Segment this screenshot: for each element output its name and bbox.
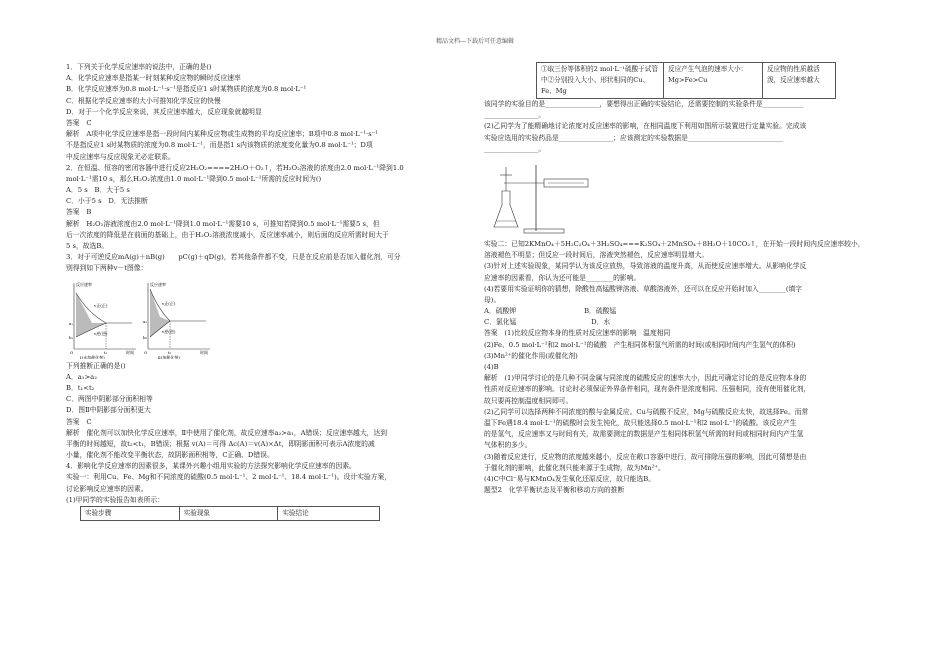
text-line: A．5 s B．大于5 s: [66, 186, 130, 195]
g1-b: b₁: [69, 334, 74, 340]
text-line: 题型2 化学平衡状态及平衡和移动方向的推断: [484, 486, 625, 495]
text-line: 温下Fe遇18.4 mol·L⁻¹的硫酸时会发生钝化，故只能选择0.5 mol·L⁻¹和2 mol·L⁻¹的硫酸。该反应产生: [484, 418, 797, 427]
g1-vfwd: v正(正): [94, 302, 108, 308]
td-step: ①取三份等体积的2 mol·L⁻¹硫酸于试管中②分别投入大小、形状相同的Cu、Fe、Mg: [537, 63, 664, 99]
text-line: 性质对反应速率的影响。讨论时必须保证外界条件相同，现有条件是浓度相同、压强相同，没有使用催化剂，: [484, 385, 811, 394]
text-line: 母)。: [484, 295, 501, 304]
text-line: 答案 C: [66, 417, 92, 426]
text-line: (2)Fe、0.5 mol·L⁻¹和2 mol·L⁻¹的硫酸 产生相同体积氢气所需的时间(或相同时间内产生氢气的体积): [484, 340, 796, 349]
text-line: 溶液褪色不明显；但反应一段时间后，溶液突然褪色，反应速率明显增大。: [484, 251, 709, 260]
text-line: (4)B: [484, 363, 499, 371]
g2-vrev: v逆(逆): [162, 328, 176, 334]
text-line: 讨论影响反应速率的因素。: [66, 484, 148, 493]
text-line: 解析 A项中化学反应速率是指一段时间内某种反应物或生成物的平均反应速率；B项中0.8 mol·L⁻¹·s⁻¹: [66, 130, 379, 139]
text-line: 小量，催化剂不能改变平衡状态，故阴影面积相等，C正确、D错误。: [66, 451, 274, 460]
text-line: 气体积的多少。: [484, 441, 532, 450]
text-line: 应速率的因素看，你认为还可能是________的影响。: [484, 273, 641, 282]
text-line: 答案 (1)比较反应物本身的性质对反应速率的影响 温度相同: [484, 329, 671, 338]
text-line: 解析 催化剂可以加快化学反应速率，Ⅱ中使用了催化剂，故反应速率a₂>a₁，A错误；反应速率越大，达到: [66, 428, 388, 437]
g1-x: 时间: [126, 349, 134, 355]
text-line: (2)乙同学为了能精确地讨论浓度对反应速率的影响，在相同温度下利用如图所示装置进行定量实验。完成该: [484, 122, 807, 131]
g1-o: O: [70, 349, 74, 355]
text-line: 实验应选用的实验药品是________________；应该测定的实验数据是____________________________: [484, 133, 784, 142]
report-table-body: [536, 62, 836, 99]
page-header: 精品文档---下载后可任意编辑: [435, 38, 515, 45]
text-line: 解析 (1)甲同学讨论的是几种不同金属与同浓度的硫酸反应的速率大小，因此可确定讨论的是反应物本身的: [484, 374, 807, 383]
text-line: C．根据化学反应速率的大小可推知化学反应的快慢: [66, 96, 221, 105]
graph-2: [143, 281, 210, 359]
td-conclusion: 反应物的性质越活泼，反应速率越大: [763, 63, 836, 99]
graph-1: [69, 281, 136, 359]
g2-a: a₂: [143, 318, 147, 324]
g2-x: 时间: [200, 349, 208, 355]
th-conclusion: 实验结论: [278, 507, 380, 521]
right-column: [484, 62, 884, 496]
text-line: (3)针对上述实验现象，某同学认为该反应放热，导致溶液的温度升高，从而使反应速率增大。从影响化学反: [484, 262, 807, 271]
left-column: [66, 62, 416, 521]
text-line: 3．对于可逆反应mA(g)＋nB(g) pC(g)＋qD(g)，若其他条件都不变，只是在反应前是否加入催化剂，可分: [66, 253, 401, 262]
text-line: mol·L⁻¹需10 s，那么H₂O₂浓度由1.0 mol·L⁻¹降到0.5 mol·L⁻¹所需的反应时间为(): [66, 174, 322, 183]
text-line: (3)Mn²⁺的催化作用(或催化剂): [484, 351, 578, 360]
text-line: (1)甲同学的实验报告如表所示：: [66, 495, 164, 504]
g1-t: t₁: [104, 349, 108, 355]
text-line: C．氯化锰 D．水: [484, 318, 611, 327]
text-line: 实验二：已知2KMnO₄＋5H₂C₂O₄＋3H₂SO₄===K₂SO₄＋2MnSO₄＋8H₂O＋10CO₂↑，在开始一段时间内反应速率较小，: [484, 239, 865, 248]
text-line: (4)若要用实验证明你的猜想，除酸性高锰酸钾溶液、草酸溶液外，还可以在反应开始时加入________(填字: [484, 284, 803, 293]
report-table-header: [80, 506, 380, 521]
text-line: (4)C中Cl⁻易与KMnO₄发生氧化还原反应，故只能选B。: [484, 474, 656, 483]
text-line: 故只要再控制温度相同即可。: [484, 396, 573, 405]
text-line: D．图Ⅱ中阴影部分面积更大: [66, 406, 151, 415]
vt-graphs-figure: [66, 277, 416, 359]
text-line: A．硫酸钾 B．硫酸锰: [484, 307, 617, 316]
text-line: 中反应速率与反应现象无必定联系。: [66, 152, 175, 161]
text-line: 下列推断正确的是(): [66, 361, 126, 370]
text-line: C．小于5 s D．无法推断: [66, 197, 148, 206]
g2-o: O: [144, 349, 148, 355]
text-line: 不是指反应1 s时某物质的浓度为0.8 mol·L⁻¹，而是指1 s内该物质的浓度变化量为0.8 mol·L⁻¹；D项: [66, 141, 373, 150]
text-line: (2)乙同学可以选择两种不同浓度的酸与金属反应。Cu与硫酸不反应，Mg与硫酸反应太快，故选择Fe。而常: [484, 407, 809, 416]
g1-caption: Ⅰ(未加催化剂): [80, 354, 105, 359]
vt-graphs-svg: [66, 277, 216, 359]
text-line: 答案 C: [66, 118, 92, 127]
text-line: ________________。: [484, 144, 546, 153]
g2-b: b₂: [143, 334, 148, 340]
apparatus-figure: [484, 157, 884, 237]
apparatus-svg: [488, 157, 608, 237]
g2-ylabel: 反应速率: [150, 281, 166, 287]
text-line: 别得到如下两种v－t图像：: [66, 264, 148, 273]
text-line: 4．影响化学反应速率的因素很多，某课外兴趣小组用实验的方法探究影响化学反应速率的因素。: [66, 462, 356, 471]
td-phenomenon: 反应产生气泡的速率大小：Mg>Fe>Cu: [664, 63, 763, 99]
text-line: 解析 H₂O₂溶液浓度由2.0 mol·L⁻¹降到1.0 mol·L⁻¹需要10 s，可推知若降到0.5 mol·L⁻¹需要5 s，但: [66, 219, 380, 228]
g2-caption: Ⅱ(加催化剂): [158, 354, 180, 359]
text-line: C．两图中阴影部分面积相等: [66, 395, 153, 404]
g1-ylabel: 反应速率: [76, 281, 92, 287]
text-line: ________________。: [484, 111, 546, 120]
g2-vfwd: v正(正): [162, 300, 176, 306]
text-line: A．化学反应速率是指某一时刻某种反应物的瞬时反应速率: [66, 74, 241, 83]
text-line: 5 s，故选B。: [66, 242, 109, 250]
text-line: 2．在恒温、恒容的密闭容器中进行反应2H₂O₂====2H₂O＋O₂↑，若H₂O₂溶液的浓度由2.0 mol·L⁻¹降到1.0: [66, 163, 404, 172]
th-step: 实验步骤: [81, 507, 180, 521]
text-line: B．化学反应速率为0.8 mol·L⁻¹·s⁻¹是指反应1 s时某物质的浓度为0.8 mol·L⁻¹: [66, 85, 307, 94]
text-line: 于催化剂的影响，此催化剂只能来源于生成物，故为Mn²⁺。: [484, 463, 665, 472]
text-line: A．a₁>a₂: [66, 372, 97, 381]
text-line: 1．下列关于化学反应速率的说法中，正确的是(): [66, 63, 212, 71]
g1-a: a₁: [69, 320, 73, 326]
text-line: (3)随着反应进行，反应物的浓度越来越小，反应在敞口容器中进行，故可排除压强的影响，因此可猜想是由: [484, 452, 807, 461]
th-phenomenon: 实验现象: [179, 507, 278, 521]
text-line: 该同学的实验目的是________________，要想得出正确的实验结论，还需要控制的实验条件是____________: [484, 100, 804, 108]
text-line: B．t₁<t₂: [66, 383, 95, 392]
g2-t: t₂: [168, 349, 172, 355]
text-line: 后一次浓度的降低是在前面的基础上，由于H₂O₂溶液浓度减小，反应速率减小，则后面的反应所需时间大于: [66, 230, 389, 239]
g1-vrev: v逆(逆): [94, 330, 108, 336]
text-line: 平衡的时间越短，故t₂<t₁，B错误；根据 v(A)＝可得 Δc(A)＝v(A)×Δt，即阴影面积可表示A浓度的减: [66, 439, 375, 448]
text-line: 实验一：利用Cu、Fe、Mg和不同浓度的硫酸(0.5 mol·L⁻¹、2 mol·L⁻¹、18.4 mol·L⁻¹)。设计实验方案，: [66, 473, 392, 482]
text-line: 答案 B: [66, 208, 92, 217]
text-line: D．对于一个化学反应来说，其反应速率越大，反应现象就越明显: [66, 107, 262, 116]
text-line: 的是氢气，反应速率又与时间有关，故需要测定的数据是产生相同体积氢气所需的时间或相同时间内产生氢: [484, 430, 804, 439]
